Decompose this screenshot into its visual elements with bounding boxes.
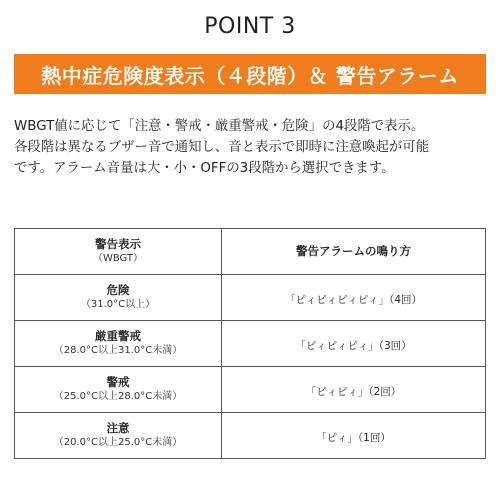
- level-name: 厳重警戒: [95, 329, 141, 343]
- alarm-cell: [222, 413, 486, 459]
- header-level: [15, 229, 222, 275]
- table-row: [15, 413, 486, 459]
- level-name: 危険: [106, 283, 130, 297]
- header-level-sub: （WBGT）: [92, 253, 144, 264]
- table-row: [15, 275, 486, 321]
- level-cell: [15, 321, 222, 367]
- alarm-pattern: 「ピィピィピィピィ」（4回）: [284, 294, 423, 306]
- table-row: [15, 367, 486, 413]
- alarm-pattern: 「ピィ」（1回）: [316, 432, 391, 444]
- level-range: （31.0°C以上）: [80, 299, 156, 310]
- description-line: WBGT値に応じて「注意・警戒・厳重警戒・危険」の4段階で表示。: [14, 119, 425, 134]
- header-level-title: 警告表示: [95, 237, 141, 251]
- description: [14, 116, 490, 179]
- alarm-cell: [222, 321, 486, 367]
- alarm-cell: [222, 367, 486, 413]
- level-cell: [15, 413, 222, 459]
- level-range: （25.0°C以上28.0°C未満）: [53, 391, 183, 402]
- alarm-level-table: [14, 228, 486, 459]
- level-range: （28.0°C以上31.0°C未満）: [53, 345, 183, 356]
- level-range: （20.0°C以上25.0°C未満）: [53, 437, 183, 448]
- description-line: です。アラーム音量は大・小・OFFの3段階から選択できます。: [14, 161, 395, 176]
- table-row: [15, 321, 486, 367]
- level-cell: [15, 275, 222, 321]
- feature-banner: 熱中症危険度表示（４段階）＆ 警告アラーム: [14, 54, 486, 94]
- header-alarm-title: 警告アラームの鳴り方: [296, 244, 411, 258]
- table-header-row: [15, 229, 486, 275]
- level-cell: [15, 367, 222, 413]
- alarm-pattern: 「ピィピィピィ」（3回）: [295, 340, 412, 352]
- point-title: POINT 3: [204, 14, 296, 39]
- description-line: 各段階は異なるブザー音で通知し、音と表示で即時に注意喚起が可能: [14, 140, 430, 155]
- level-name: 警戒: [106, 375, 130, 389]
- alarm-pattern: 「ピィピィ」（2回）: [305, 386, 402, 398]
- alarm-cell: [222, 275, 486, 321]
- header-alarm: [222, 229, 486, 275]
- level-name: 注意: [106, 421, 130, 435]
